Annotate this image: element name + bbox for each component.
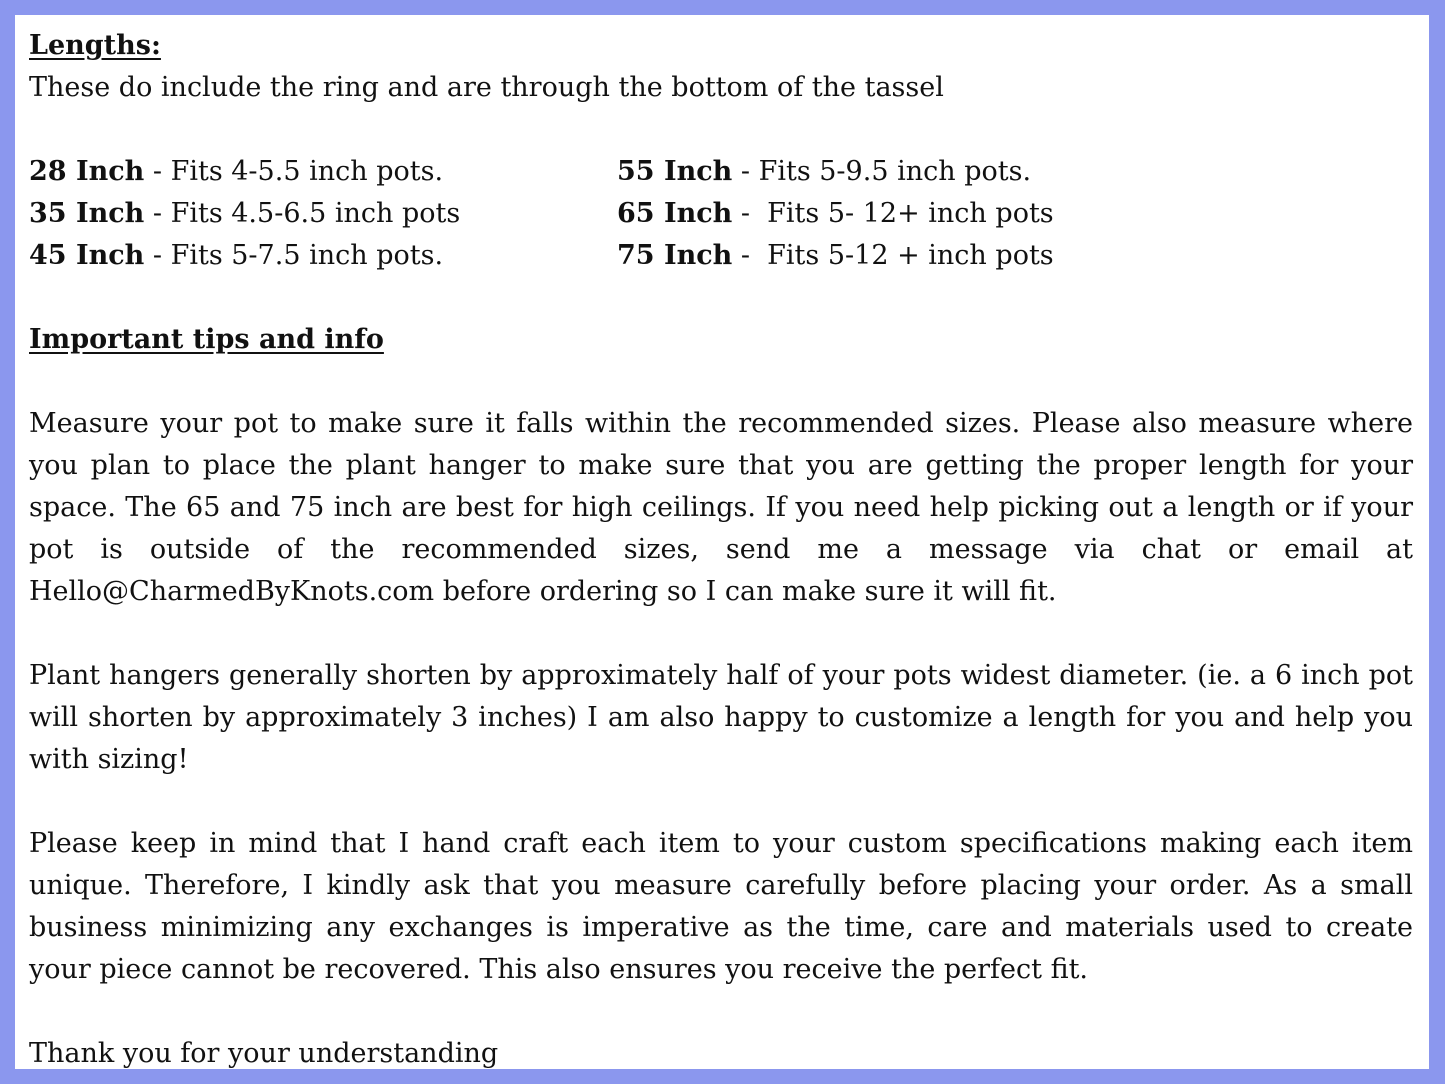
document-body bbox=[29, 25, 1413, 1075]
size-item bbox=[617, 151, 1413, 193]
spacer bbox=[29, 361, 1413, 403]
size-label: 28 Inch bbox=[29, 156, 145, 187]
size-label: 45 Inch bbox=[29, 240, 145, 271]
size-description: - Fits 5-9.5 inch pots. bbox=[732, 156, 1032, 187]
lengths-note: These do include the ring and are through the bottom of the tassel bbox=[29, 72, 944, 103]
size-description: - Fits 4-5.5 inch pots. bbox=[144, 156, 444, 187]
lengths-heading: Lengths: bbox=[29, 30, 161, 61]
size-list bbox=[29, 151, 1413, 277]
size-item bbox=[617, 193, 1413, 235]
size-description: - Fits 5- 12+ inch pots bbox=[732, 198, 1054, 229]
size-description: - Fits 5-12 + inch pots bbox=[732, 240, 1054, 271]
size-label: 65 Inch bbox=[617, 198, 733, 229]
shorten-paragraph: Plant hangers generally shorten by approximately half of your pots widest diameter. (ie. a 6 inch pot will shorten by approximately 3 inches) I am also happy to customize a length for you and help you with sizing! bbox=[29, 660, 1413, 775]
spacer bbox=[29, 613, 1413, 655]
size-label: 55 Inch bbox=[617, 156, 733, 187]
spacer bbox=[29, 991, 1413, 1033]
spacer bbox=[29, 277, 1413, 319]
size-description: - Fits 5-7.5 inch pots. bbox=[144, 240, 444, 271]
custom-paragraph: Please keep in mind that I hand craft each item to your custom specifications making each item unique. Therefore, I kindly ask that you measure carefully before placing your order. As a small business minimizing any exchanges is imperative as the time, care and materials used to create your piece cannot be recovered. This also ensures you receive the perfect fit. bbox=[29, 828, 1413, 985]
size-item bbox=[617, 235, 1413, 277]
tips-heading: Important tips and info bbox=[29, 324, 384, 355]
size-item bbox=[29, 193, 617, 235]
size-item bbox=[29, 151, 617, 193]
spacer bbox=[29, 781, 1413, 823]
measure-paragraph: Measure your pot to make sure it falls within the recommended sizes. Please also measure where you plan to place the plant hanger to make sure that you are getting the proper length for your space. The 65 and 75 inch are best for high ceilings. If you need help picking out a length or if your pot is outside of the recommended sizes, send me a message via chat or email at Hello@CharmedByKnots.com before ordering so I can make sure it will fit. bbox=[29, 408, 1413, 607]
size-label: 35 Inch bbox=[29, 198, 145, 229]
size-label: 75 Inch bbox=[617, 240, 733, 271]
size-description: - Fits 4.5-6.5 inch pots bbox=[144, 198, 461, 229]
size-item bbox=[29, 235, 617, 277]
spacer bbox=[29, 109, 1413, 151]
content-panel bbox=[15, 15, 1429, 1069]
closing-text: Thank you for your understanding bbox=[29, 1038, 499, 1069]
